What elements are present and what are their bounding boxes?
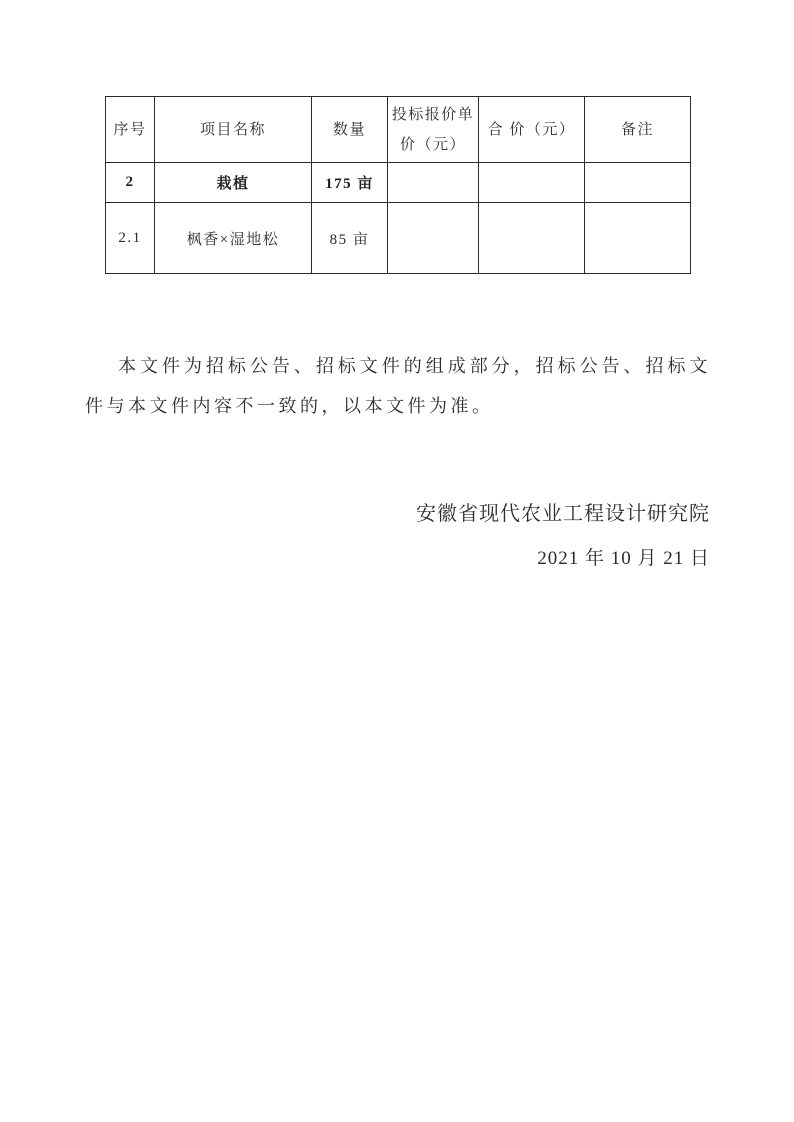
table-cell-name: 栽植 (155, 163, 312, 203)
bid-items-table (105, 96, 691, 274)
table-cell-total-price (479, 163, 585, 203)
notice-paragraph: 本文件为招标公告、招标文件的组成部分，招标公告、招标文件与本文件内容不一致的，以本文件为准。 (85, 356, 711, 416)
table-cell-unit-price (388, 163, 479, 203)
signature-block (416, 498, 710, 574)
header-cell-qty: 数量 (312, 97, 388, 163)
header-cell-unit-price: 投标报价单价（元） (388, 97, 479, 163)
table-cell-note (585, 203, 691, 274)
table-cell-qty: 175 亩 (312, 163, 388, 203)
table-cell-seq: 2 (106, 163, 155, 203)
signature-organization: 安徽省现代农业工程设计研究院 (416, 503, 710, 525)
signature-date: 2021 年 10 月 21 日 (537, 548, 710, 569)
header-cell-seq: 序号 (106, 97, 155, 163)
table-cell-note (585, 163, 691, 203)
table-cell-qty: 85 亩 (312, 203, 388, 274)
table-cell-unit-price (388, 203, 479, 274)
table-cell-seq: 2.1 (106, 203, 155, 274)
table-cell-name: 枫香×湿地松 (155, 203, 312, 274)
table-row (106, 203, 691, 274)
header-cell-name: 项目名称 (155, 97, 312, 163)
header-cell-total-price: 合 价（元） (479, 97, 585, 163)
table-header-row (106, 97, 691, 163)
table-cell-total-price (479, 203, 585, 274)
header-cell-note: 备注 (585, 97, 691, 163)
table-row (106, 163, 691, 203)
